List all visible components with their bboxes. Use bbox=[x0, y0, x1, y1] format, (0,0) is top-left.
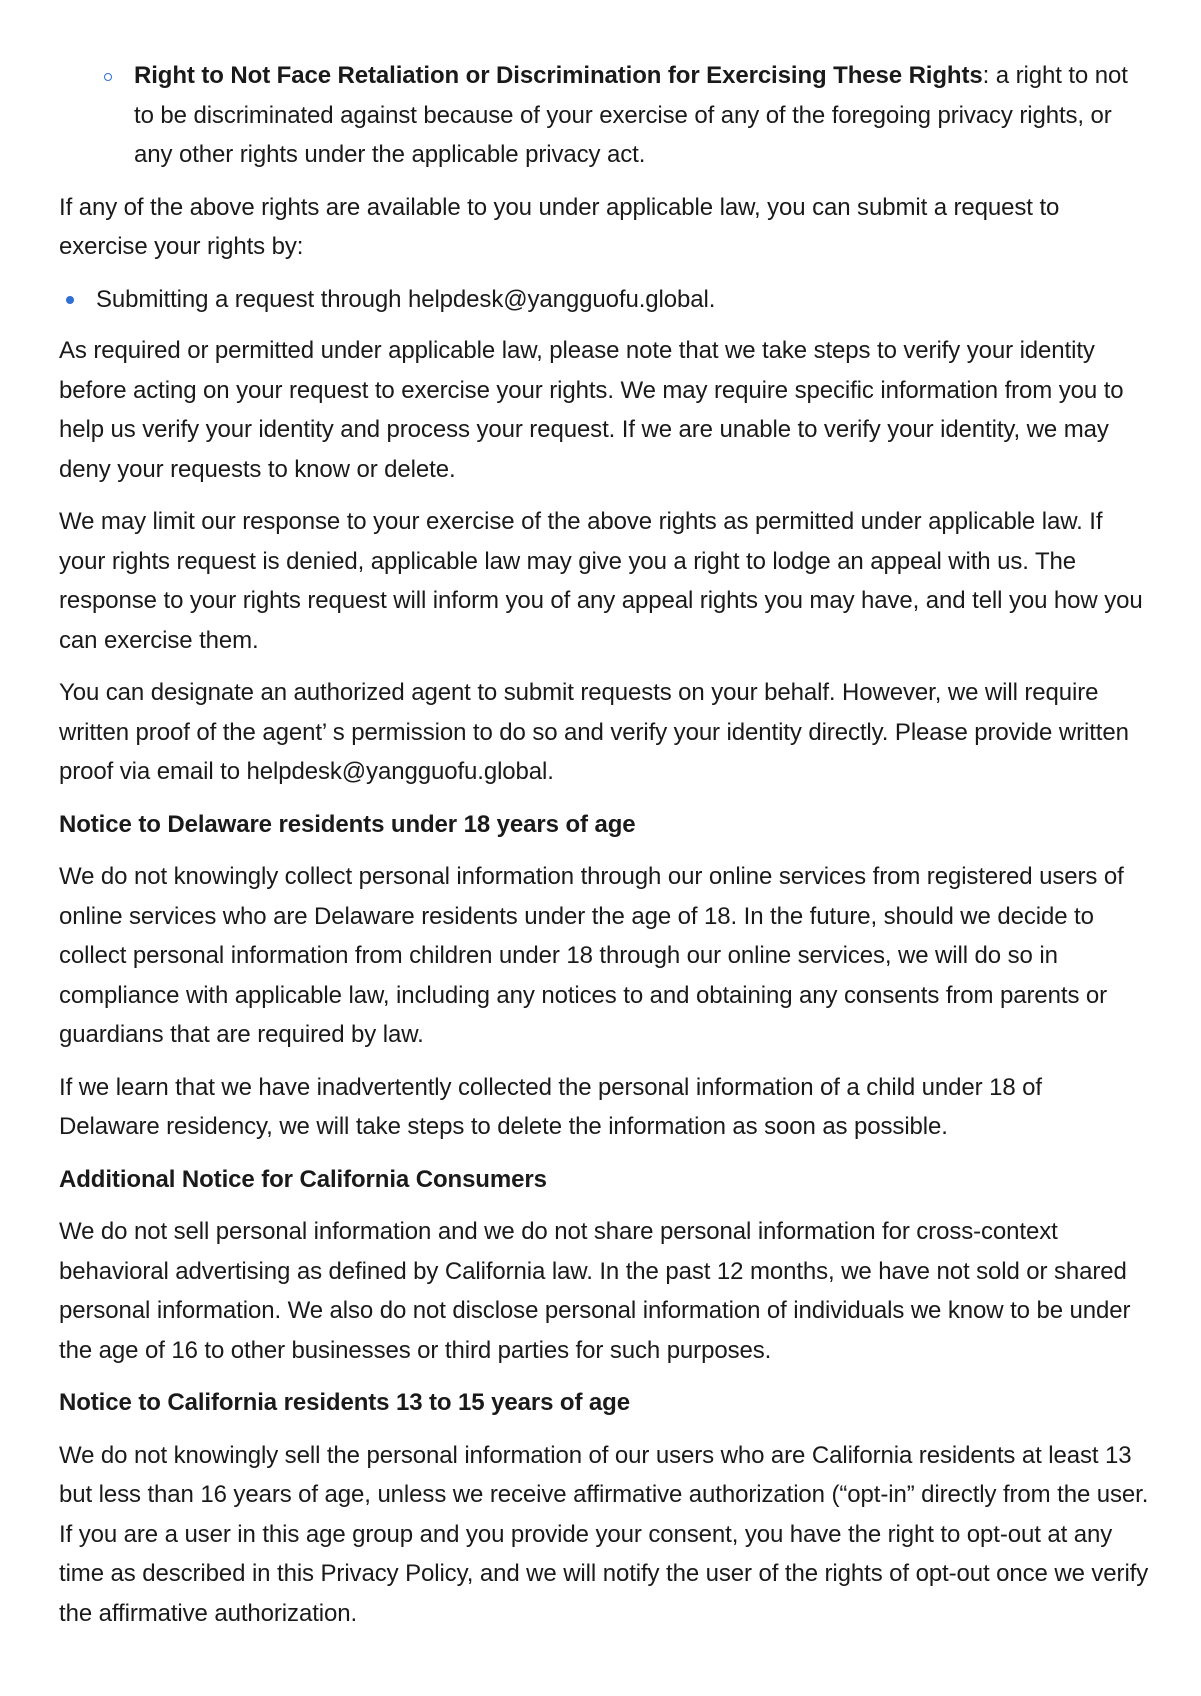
authorized-agent-paragraph: You can designate an authorized agent to submit requests on your behalf. However, we will require written proof of the agent’ s permission to do so and verify your identity directly. Please provide written proof via email to helpdesk@yangguofu.global. bbox=[59, 679, 1129, 785]
list-item-retaliation-right bbox=[134, 56, 1149, 175]
california-minors-heading: Notice to California residents 13 to 15 years of age bbox=[59, 1389, 630, 1416]
limit-response-paragraph: We may limit our response to your exercise of the above rights as permitted under applicable law. If your rights request is denied, applicable law may give you a right to lodge an appeal with us. The response to your rights request will inform you of any appeal rights you may have, and tell you how you can exercise them. bbox=[59, 508, 1143, 654]
right-description: : a right to not to be discriminated against because of your exercise of any of the foregoing privacy rights, or any other rights under the applicable privacy act. bbox=[134, 62, 1128, 168]
delaware-paragraph-2: If we learn that we have inadvertently collected the personal information of a child under 18 of Delaware residency, we will take steps to delete the information as soon as possible. bbox=[59, 1073, 1042, 1140]
california-paragraph-1: We do not sell personal information and we do not share personal information for cross-context behavioral advertising as defined by California law. In the past 12 months, we have not sold or shared personal information. We also do not disclose personal information of individuals we know to be under the age of 16 to other businesses or third parties for such purposes. bbox=[59, 1218, 1131, 1364]
delaware-paragraph-1: We do not knowingly collect personal information through our online services from registered users of online services who are Delaware residents under the age of 18. In the future, should we decide to collect personal information from children under 18 through our online services, we will do so in compliance with applicable law, including any notices to and obtaining any consents from parents or guardians that are required by law. bbox=[59, 863, 1124, 1048]
delaware-heading: Notice to Delaware residents under 18 years of age bbox=[59, 810, 636, 838]
submit-methods-list bbox=[59, 280, 1149, 320]
rights-sub-list bbox=[59, 56, 1149, 175]
right-title: Right to Not Face Retaliation or Discrimination for Exercising These Rights bbox=[134, 62, 983, 89]
disc-bullet-icon bbox=[66, 296, 74, 304]
submit-intro-paragraph: If any of the above rights are available to you under applicable law, you can submit a request to exercise your rights by: bbox=[59, 193, 1060, 260]
california-minors-paragraph-1: We do not knowingly sell the personal information of our users who are California residents at least 13 but less than 16 years of age, unless we receive affirmative authorization (“opt-in” directly from the user. If you are a user in this age group and you provide your consent, you have the right to opt-out at any time as described in this Privacy Policy, and we will notify the user of the rights of opt-out once we verify the affirmative authorization. bbox=[59, 1441, 1149, 1627]
list-item-submit-email bbox=[96, 280, 1149, 320]
california-heading: Additional Notice for California Consumers bbox=[59, 1165, 547, 1193]
circle-bullet-icon bbox=[104, 73, 112, 81]
submit-method-text: Submitting a request through helpdesk@yangguofu.global. bbox=[96, 285, 716, 313]
verify-identity-paragraph: As required or permitted under applicable law, please note that we take steps to verify your identity before acting on your request to exercise your rights. We may require specific information from you to help us verify your identity and process your request. If we are unable to verify your identity, we may deny your requests to know or delete. bbox=[59, 337, 1124, 483]
